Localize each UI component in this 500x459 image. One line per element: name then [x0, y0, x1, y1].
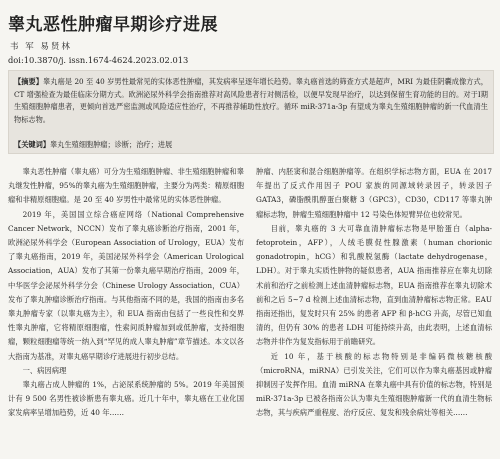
- paragraph: 睾丸癌占成人肿瘤的 1%，占泌尿系统肿瘤的 5%。2019 年美国预计有 9 500 名男性被诊断患有睾丸癌。近几十年中，睾丸癌在工业化国家发病率呈增加趋势，近 40 年……: [8, 380, 244, 418]
- paragraph: 肿瘤、内胚窦和混合细胞肿瘤等。在组织学标志物方面，EUA 在 2017 年提出了反式作用因子 POU 家族的同源域转录因子，转录因子 GATA3，磷脂酰肌醇蛋白聚糖 3（GPC3），CD30，CD117 等睾丸肿瘤标志物，肿瘤生殖细胞肿瘤中 12 号染色体短臂异位也较常见。: [256, 167, 492, 219]
- paragraph: 近 10 年，基于核酸的标志物特别是非编码微核糖核酸（microRNA，miRNA）已引发关注，它们可以作为睾丸癌基因或肿瘤抑制因子发挥作用。血清 miRNA 在睾丸癌中具有价值的标志物，特别是 miR-371a-3p 已被各指南公认为睾丸生殖细胞肿瘤新一代的血清生物标志物，其与疾病严重程度、治疗反应、复发和残余病灶等相关……: [256, 351, 492, 418]
- abstract-text: 睾丸癌是 20 至 40 岁男性最常见的实体恶性肿瘤，其发病率呈逐年增长趋势。睾丸癌首选的筛查方式是超声，MRI 为最佳阴囊成像方式，CT 增强检查为最佳临床分期方式。欧洲泌尿外科学会指南推荐对高风险患者行对侧活检，以便早发现早治疗，以达到保留生育功能的目的。对于Ⅰ期生殖细胞肿瘤患者，更倾向首选严密监测或风险适应性治疗，不再推荐辅助性放疗。循环 miR-371a-3p 有望成为睾丸生殖细胞肿瘤的新一代血清生物标志物。: [14, 77, 488, 124]
- paragraph: 睾丸恶性肿瘤（睾丸癌）可分为生殖细胞肿瘤、非生殖细胞肿瘤和睾丸继发性肿瘤，95%的睾丸癌为生殖细胞肿瘤，主要分为两类：精原细胞瘤和非精原细胞瘤。是 20 至 40 岁男性中最常见的实体恶性肿瘤。: [8, 167, 244, 205]
- right-column: [256, 165, 492, 421]
- article-authors: 韦 军 易贤林: [10, 42, 72, 52]
- paragraph: 目前，睾丸癌的 3 大可靠血清肿瘤标志物是甲胎蛋白（alpha-fetoprotein，AFP），人绒毛膜促性腺激素（human chorionic gonadotropin，hCG）和乳酸脱氢酶（lactate dehydrogenase，LDH）。对于睾丸实质性肿物的疑似患者，AUA 指南推荐应在睾丸切除术前和治疗之前检测上述血清肿瘤标志物，EUA 指南推荐在睾丸切除术前和之后 5~7 d 检测上述血清标志物，直到血清肿瘤标志物正常。EAU 指南还指出，复发时只有 25% 的患者 AFP 和 β-hCG 升高，尽管已知血清的，但仍有 30% 的患者 LDH 可能持续升高，由此表明，上述血清标志物并非作为复发指标用于前瞻研究。: [256, 223, 492, 347]
- keywords-text: 睾丸生殖细胞肿瘤；诊断；治疗；进展: [49, 140, 173, 149]
- keywords-label: 【关键词】: [14, 140, 50, 149]
- article-title: 睾丸恶性肿瘤早期诊疗进展: [8, 15, 218, 35]
- abstract-label: 【摘要】: [14, 77, 44, 86]
- section-heading: 一、病因病理: [22, 365, 67, 375]
- article-doi: doi:10.3870/j. issn.1674-4624.2023.02.013: [8, 55, 189, 65]
- abstract: [14, 76, 488, 126]
- paragraph: 2019 年，美国国立综合癌症网络（National Comprehensive Cancer Network，NCCN）发布了睾丸癌诊断治疗指南，2001 年，欧洲泌尿外科学会（European Association of Urology，EUA）发布了睾丸癌指南，2019 年，美国泌尿外科学会（American Urological Association，AUA）发布了其第一份睾丸癌早期治疗指南，2009 年，中华医学会泌尿外科学分会（Chinese Urology Association，CUA）发布了睾丸肿瘤诊断治疗指南。与其他指南不同的是，我国的指南由多名睾丸肿瘤专家（以睾丸癌为主），和 EUA 指南由包括了一些良性和交界性睾丸肿瘤，它将精原细胞瘤，性索间质肿瘤加到或低肿瘤，支持细胞瘤，颗粒细胞瘤等统一纳入到“罕见的成人睾丸肿瘤”章节描述。本文以各大指南为基准，对睾丸癌早期诊疗进展进行初步总结。: [8, 209, 244, 361]
- keywords: [14, 140, 172, 150]
- left-column: [8, 165, 244, 421]
